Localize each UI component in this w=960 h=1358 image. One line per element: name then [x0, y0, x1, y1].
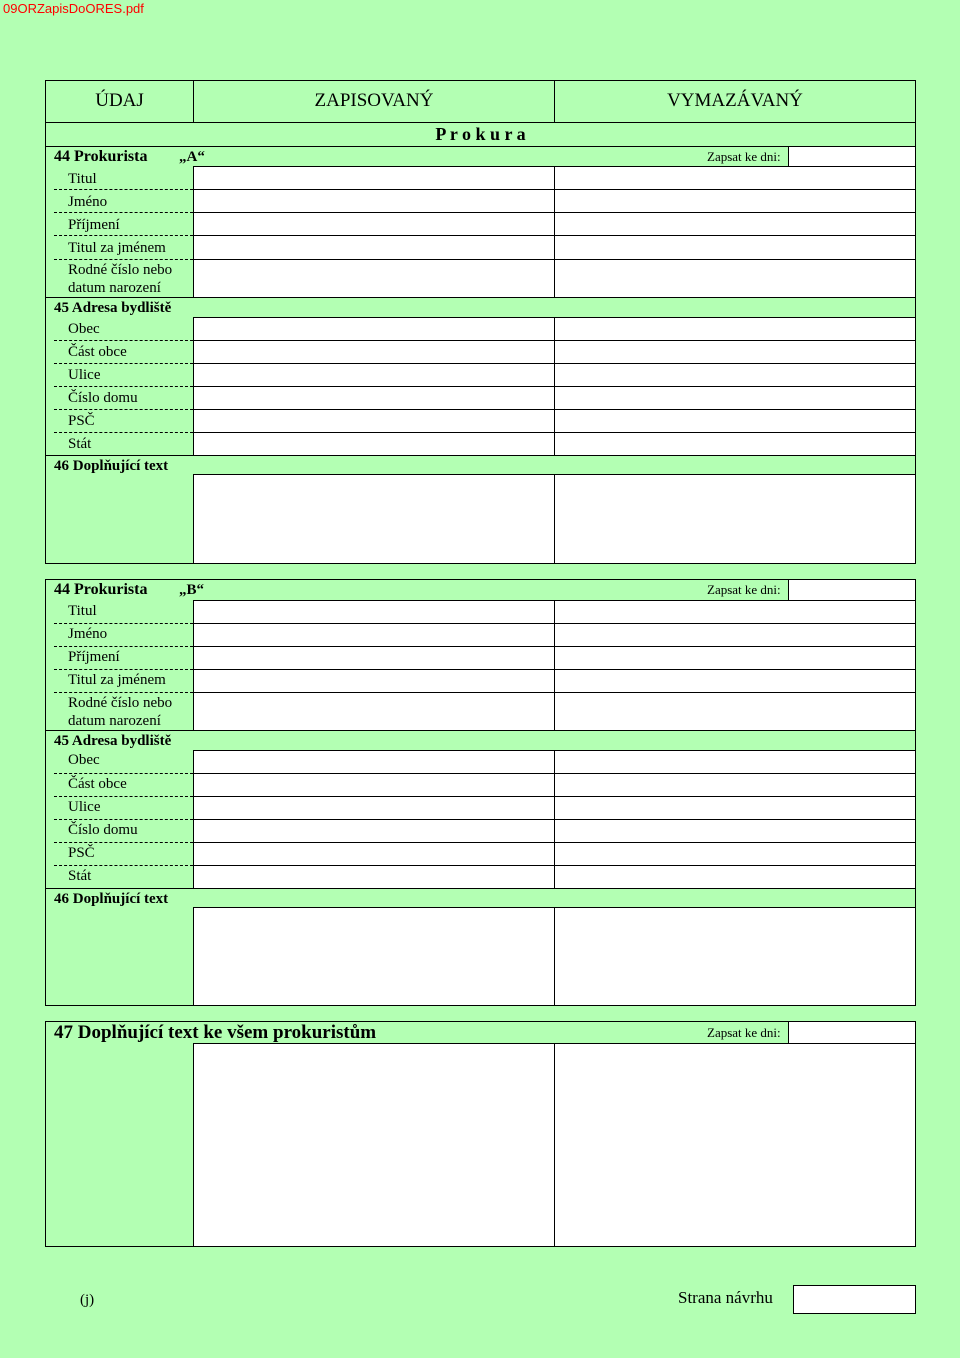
jmeno-zapisovany-a[interactable] [193, 189, 555, 213]
column-header-vymazavany: VYMAZÁVANÝ [667, 90, 803, 111]
section-title-prokura: P r o k u r a [435, 124, 526, 144]
label-stat-b: Stát [68, 868, 92, 884]
jmeno-zapisovany-b[interactable] [193, 623, 555, 647]
obec-vymazavany-b[interactable] [554, 750, 916, 774]
prijmeni-vymazavany-a[interactable] [554, 212, 916, 236]
cast-obce-zapisovany-a[interactable] [193, 340, 555, 364]
cast-obce-vymazavany-b[interactable] [554, 773, 916, 797]
ulice-zapisovany-b[interactable] [193, 796, 555, 820]
label-cast-obce-a: Část obce [68, 344, 127, 360]
ulice-vymazavany-b[interactable] [554, 796, 916, 820]
obec-vymazavany-a[interactable] [554, 317, 916, 341]
doplnujici-text-zapisovany-b[interactable] [193, 907, 555, 1006]
label-stat-a: Stát [68, 436, 92, 452]
label-cast-obce-b: Část obce [68, 776, 127, 792]
stat-vymazavany-a[interactable] [554, 432, 916, 456]
label-obec-a: Obec [68, 321, 100, 337]
rodne-cislo-vymazavany-b[interactable] [554, 692, 916, 731]
column-header-udaj: ÚDAJ [95, 90, 144, 111]
label-psc-a: PSČ [68, 413, 95, 429]
doplnujici-text-vsem-title: 47 Doplňující text ke všem prokuristům [54, 1022, 377, 1043]
zapsat-ke-dni-label-a: Zapsat ke dni: [707, 149, 781, 164]
doplnujici-text-vsem-vymazavany[interactable] [554, 1043, 916, 1247]
rodne-cislo-zapisovany-a[interactable] [193, 259, 555, 298]
label-psc-b: PSČ [68, 845, 95, 861]
document-filename: 09ORZapisDoORES.pdf [3, 1, 144, 16]
footer-mark: (j) [80, 1292, 95, 1308]
prokurista-a-title: 44 Prokurista [54, 148, 148, 165]
zapsat-ke-dni-field-a[interactable] [788, 146, 916, 167]
titul-zapisovany-a[interactable] [193, 166, 555, 190]
titul-za-vymazavany-b[interactable] [554, 669, 916, 693]
label-jmeno-b: Jméno [68, 626, 108, 642]
prijmeni-zapisovany-b[interactable] [193, 646, 555, 670]
label-doplnujici-text-a: 46 Doplňující text [54, 458, 169, 474]
rodne-cislo-vymazavany-a[interactable] [554, 259, 916, 298]
label-titul-za-a: Titul za jménem [68, 240, 166, 256]
prokurista-b-letter: „B“ [179, 582, 205, 598]
stat-zapisovany-a[interactable] [193, 432, 555, 456]
cast-obce-vymazavany-a[interactable] [554, 340, 916, 364]
label-adresa-b: 45 Adresa bydliště [54, 733, 172, 749]
titul-zapisovany-b[interactable] [193, 600, 555, 624]
label-ulice-b: Ulice [68, 799, 101, 815]
label-prijmeni-b: Příjmení [68, 649, 120, 665]
label-jmeno-a: Jméno [68, 194, 108, 210]
psc-zapisovany-a[interactable] [193, 409, 555, 433]
label-ulice-a: Ulice [68, 367, 101, 383]
cast-obce-zapisovany-b[interactable] [193, 773, 555, 797]
label-rodne-cislo-a: Rodné číslo nebo [68, 262, 173, 278]
label-prijmeni-a: Příjmení [68, 217, 120, 233]
titul-za-zapisovany-a[interactable] [193, 235, 555, 260]
titul-za-vymazavany-a[interactable] [554, 235, 916, 260]
obec-zapisovany-b[interactable] [193, 750, 555, 774]
strana-navrhu-label: Strana návrhu [678, 1288, 773, 1307]
prijmeni-vymazavany-b[interactable] [554, 646, 916, 670]
titul-za-zapisovany-b[interactable] [193, 669, 555, 693]
titul-vymazavany-a[interactable] [554, 166, 916, 190]
prijmeni-zapisovany-a[interactable] [193, 212, 555, 236]
label-titul-za-b: Titul za jménem [68, 672, 166, 688]
zapsat-ke-dni-label-b: Zapsat ke dni: [707, 582, 781, 597]
column-header-zapisovany: ZAPISOVANÝ [314, 90, 434, 111]
zapsat-ke-dni-field-b[interactable] [788, 579, 916, 601]
label-adresa-a: 45 Adresa bydliště [54, 300, 172, 316]
label-doplnujici-text-b: 46 Doplňující text [54, 891, 169, 907]
cislo-domu-zapisovany-b[interactable] [193, 819, 555, 843]
psc-zapisovany-b[interactable] [193, 842, 555, 866]
rodne-cislo-zapisovany-b[interactable] [193, 692, 555, 731]
jmeno-vymazavany-a[interactable] [554, 189, 916, 213]
psc-vymazavany-a[interactable] [554, 409, 916, 433]
label-rodne-cislo-b: Rodné číslo nebo [68, 695, 173, 711]
doplnujici-text-vymazavany-a[interactable] [554, 474, 916, 564]
cislo-domu-vymazavany-a[interactable] [554, 386, 916, 410]
ulice-vymazavany-a[interactable] [554, 363, 916, 387]
psc-vymazavany-b[interactable] [554, 842, 916, 866]
doplnujici-text-vymazavany-b[interactable] [554, 907, 916, 1006]
label-titul-b: Titul [68, 603, 97, 619]
label-cislo-domu-b: Číslo domu [68, 822, 138, 838]
titul-vymazavany-b[interactable] [554, 600, 916, 624]
zapsat-ke-dni-field-47[interactable] [788, 1021, 916, 1044]
stat-zapisovany-b[interactable] [193, 865, 555, 889]
prokurista-b-title: 44 Prokurista [54, 581, 148, 598]
obec-zapisovany-a[interactable] [193, 317, 555, 341]
ulice-zapisovany-a[interactable] [193, 363, 555, 387]
label-cislo-domu-a: Číslo domu [68, 390, 138, 406]
strana-navrhu-field[interactable] [793, 1285, 916, 1314]
doplnujici-text-vsem-zapisovany[interactable] [193, 1043, 555, 1247]
label-obec-b: Obec [68, 752, 100, 768]
cislo-domu-vymazavany-b[interactable] [554, 819, 916, 843]
doplnujici-text-zapisovany-a[interactable] [193, 474, 555, 564]
jmeno-vymazavany-b[interactable] [554, 623, 916, 647]
label-datum-narozeni-b: datum narození [68, 713, 161, 729]
stat-vymazavany-b[interactable] [554, 865, 916, 889]
cislo-domu-zapisovany-a[interactable] [193, 386, 555, 410]
label-titul-a: Titul [68, 171, 97, 187]
label-datum-narozeni-a: datum narození [68, 280, 161, 296]
zapsat-ke-dni-label-47: Zapsat ke dni: [707, 1025, 781, 1040]
prokurista-a-letter: „A“ [179, 149, 205, 165]
